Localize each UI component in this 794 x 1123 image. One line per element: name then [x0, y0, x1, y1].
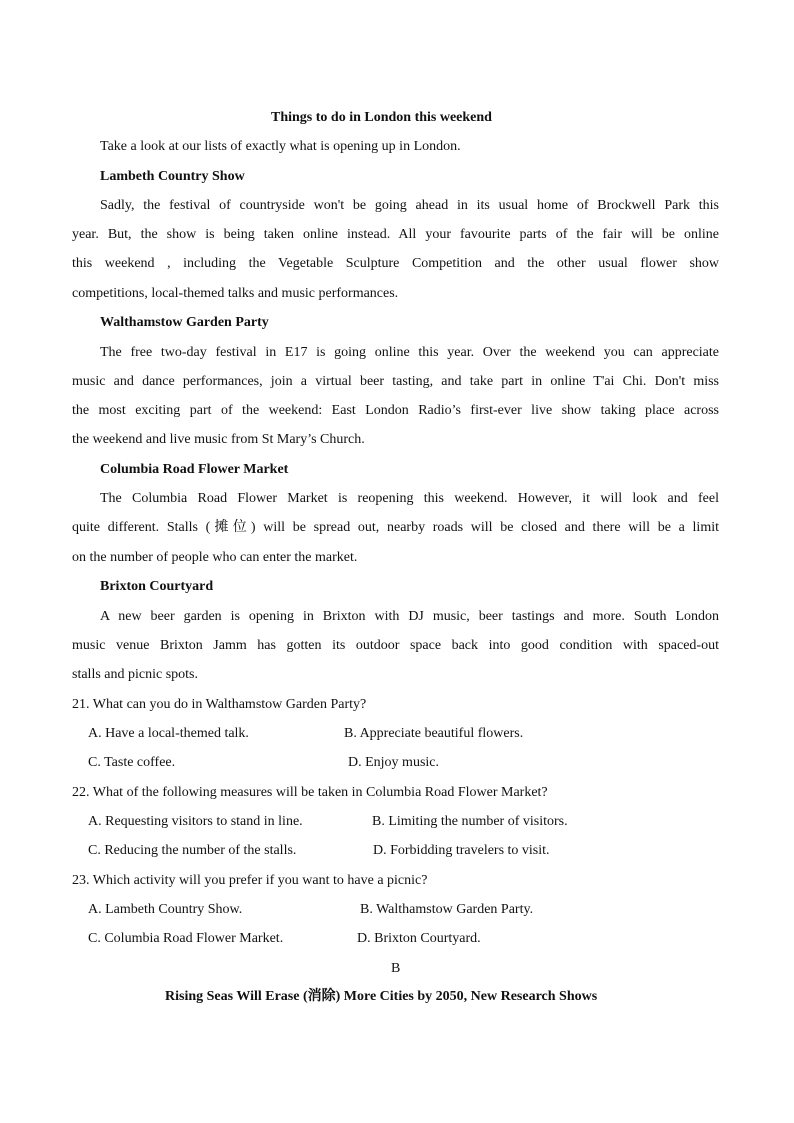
question-21-option-d: D. Enjoy music. [348, 755, 439, 770]
paragraph-line: on the number of people who can enter the market. [72, 550, 358, 565]
question-23-option-d: D. Brixton Courtyard. [357, 931, 481, 946]
paragraph-line: The Columbia Road Flower Market is reopening this weekend. However, it will look and feel [100, 491, 719, 506]
question-23-option-b: B. Walthamstow Garden Party. [360, 902, 534, 917]
question-23-option-c: C. Columbia Road Flower Market. [88, 931, 284, 946]
paragraph-line: quite different. Stalls (摊位) will be spread out, nearby roads will be closed and there will be a limit [72, 520, 719, 535]
question-22-option-a: A. Requesting visitors to stand in line. [88, 814, 303, 829]
paragraph-line: the most exciting part of the weekend: East London Radio’s first-ever live show taking place across [72, 403, 719, 418]
passage-a-title: Things to do in London this weekend [271, 110, 492, 125]
paragraph-line: Sadly, the festival of countryside won't be going ahead in its usual home of Brockwell Park this [100, 198, 719, 213]
question-23-option-a: A. Lambeth Country Show. [88, 902, 243, 917]
section-heading-walthamstow: Walthamstow Garden Party [100, 315, 269, 330]
paragraph-line: music and dance performances, join a virtual beer tasting, and take part in online T'ai Chi. Don't miss [72, 374, 719, 389]
question-22-option-c: C. Reducing the number of the stalls. [88, 843, 297, 858]
section-heading-brixton: Brixton Courtyard [100, 579, 214, 594]
question-22-option-b: B. Limiting the number of visitors. [372, 814, 568, 829]
passage-a-intro: Take a look at our lists of exactly what is opening up in London. [100, 139, 461, 154]
section-heading-columbia: Columbia Road Flower Market [100, 462, 289, 477]
paragraph-line: A new beer garden is opening in Brixton with DJ music, beer tastings and more. South London [100, 609, 719, 624]
question-22-option-d: D. Forbidding travelers to visit. [373, 843, 550, 858]
paragraph-line: stalls and picnic spots. [72, 667, 198, 682]
question-21-stem: 21. What can you do in Walthamstow Garden Party? [72, 697, 367, 712]
paragraph-line: the weekend and live music from St Mary’s Church. [72, 432, 365, 447]
paragraph-line: The free two-day festival in E17 is going online this year. Over the weekend you can appreciate [100, 345, 719, 360]
paragraph-line: year. But, the show is being taken online instead. All your favourite parts of the fair will be online [72, 227, 719, 242]
passage-b-label: B [391, 961, 401, 976]
paragraph-line: this weekend , including the Vegetable Sculpture Competition and the other usual flower show [72, 256, 719, 271]
question-21-option-c: C. Taste coffee. [88, 755, 176, 770]
section-heading-lambeth: Lambeth Country Show [100, 169, 245, 184]
question-23-stem: 23. Which activity will you prefer if you want to have a picnic? [72, 873, 428, 888]
question-21-option-b: B. Appreciate beautiful flowers. [344, 726, 524, 741]
question-21-option-a: A. Have a local-themed talk. [88, 726, 249, 741]
passage-b-title: Rising Seas Will Erase (消除) More Cities by 2050, New Research Shows [165, 989, 598, 1004]
paragraph-line: music venue Brixton Jamm has gotten its outdoor space back into good condition with spaced-out [72, 638, 719, 653]
paragraph-line: competitions, local-themed talks and music performances. [72, 286, 399, 301]
question-22-stem: 22. What of the following measures will be taken in Columbia Road Flower Market? [72, 785, 548, 800]
